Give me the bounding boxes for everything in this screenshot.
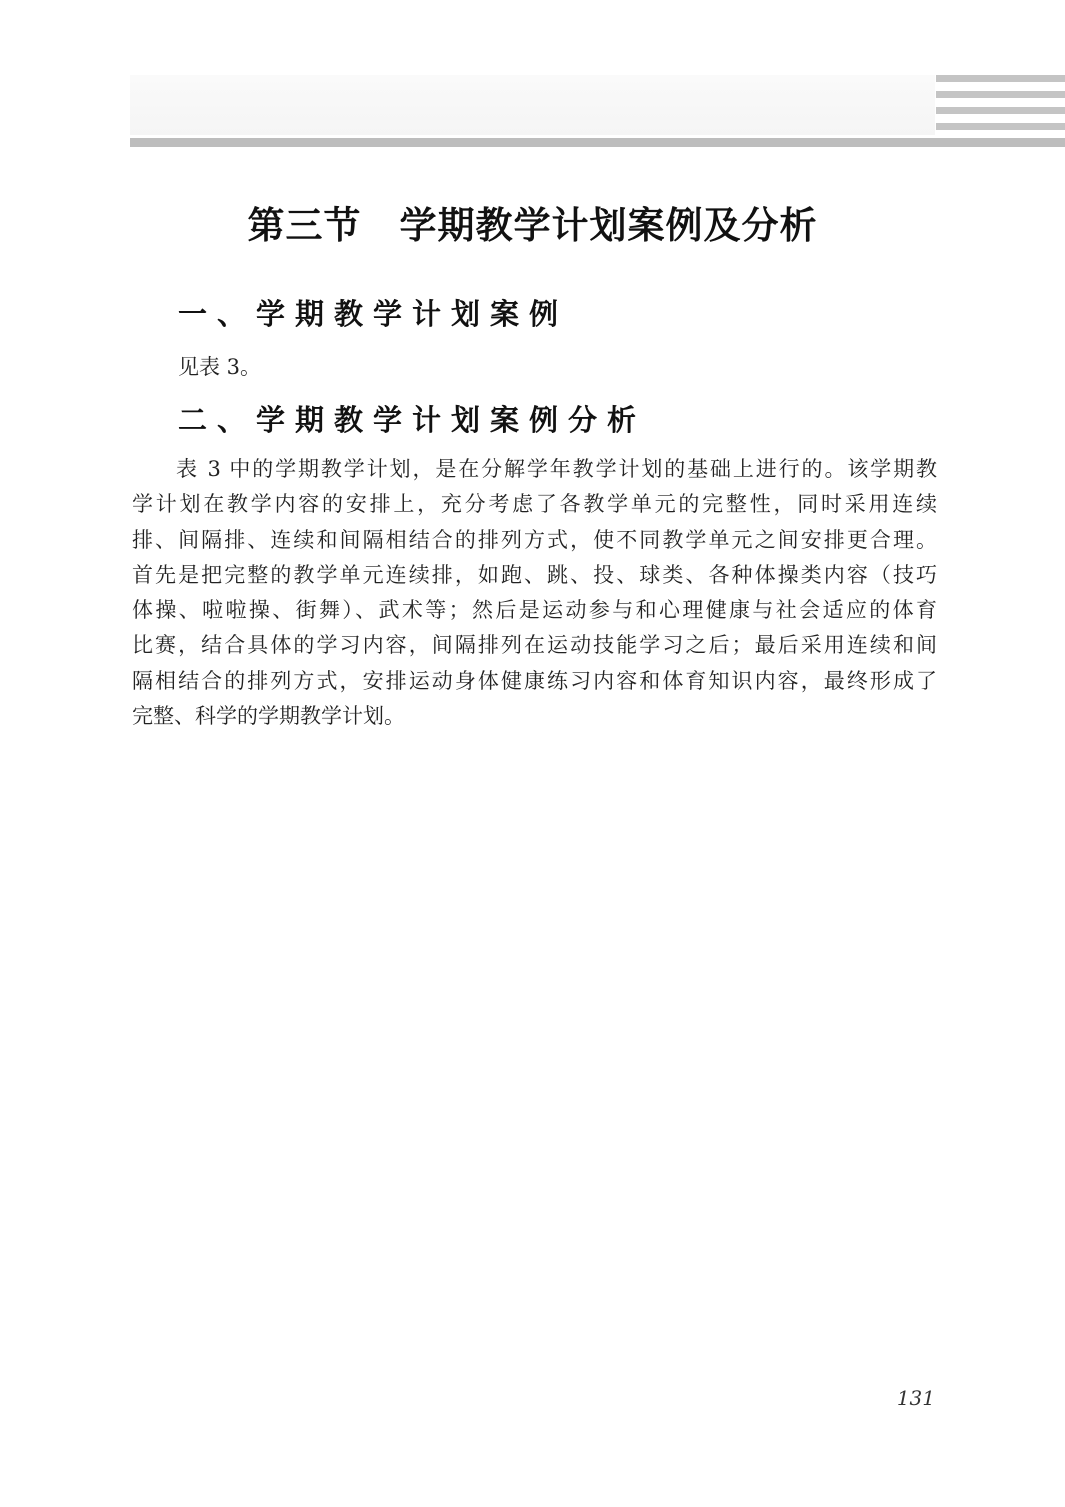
analysis-paragraph bbox=[132, 452, 937, 734]
section-title: 第三节 学期教学计划案例及分析 bbox=[247, 203, 818, 247]
header-stripe bbox=[936, 75, 1065, 82]
header-rule bbox=[130, 138, 1065, 147]
page-number: 131 bbox=[896, 1386, 935, 1410]
paragraph-line: 体操、啦啦操、街舞）、武术等；然后是运动参与和心理健康与社会适应的体育 bbox=[132, 598, 937, 623]
paragraph-line: 完整、科学的学期教学计划。 bbox=[132, 704, 405, 729]
paragraph-line: 隔相结合的排列方式，安排运动身体健康练习内容和体育知识内容，最终形成了 bbox=[132, 668, 937, 693]
header-stripe bbox=[936, 91, 1065, 98]
header-stripes bbox=[936, 75, 1065, 135]
heading-one: 一、学期教学计划案例 bbox=[178, 297, 569, 331]
header-stripe bbox=[936, 123, 1065, 130]
header-stripe bbox=[936, 107, 1065, 114]
see-table-note: 见表 3。 bbox=[178, 355, 262, 379]
paragraph-line: 排、间隔排、连续和间隔相结合的排列方式，使不同教学单元之间安排更合理。 bbox=[132, 527, 937, 552]
paragraph-line: 学计划在教学内容的安排上，充分考虑了各教学单元的完整性，同时采用连续 bbox=[132, 492, 937, 517]
paragraph-line: 首先是把完整的教学单元连续排，如跑、跳、投、球类、各种体操类内容（技巧 bbox=[132, 562, 937, 587]
paragraph-line: 表 3 中的学期教学计划，是在分解学年教学计划的基础上进行的。该学期教 bbox=[176, 457, 937, 481]
paragraph-line: 比赛，结合具体的学习内容，间隔排列在运动技能学习之后；最后采用连续和间 bbox=[132, 633, 937, 658]
header-band bbox=[130, 75, 935, 135]
heading-two: 二、学期教学计划案例分析 bbox=[178, 403, 647, 437]
